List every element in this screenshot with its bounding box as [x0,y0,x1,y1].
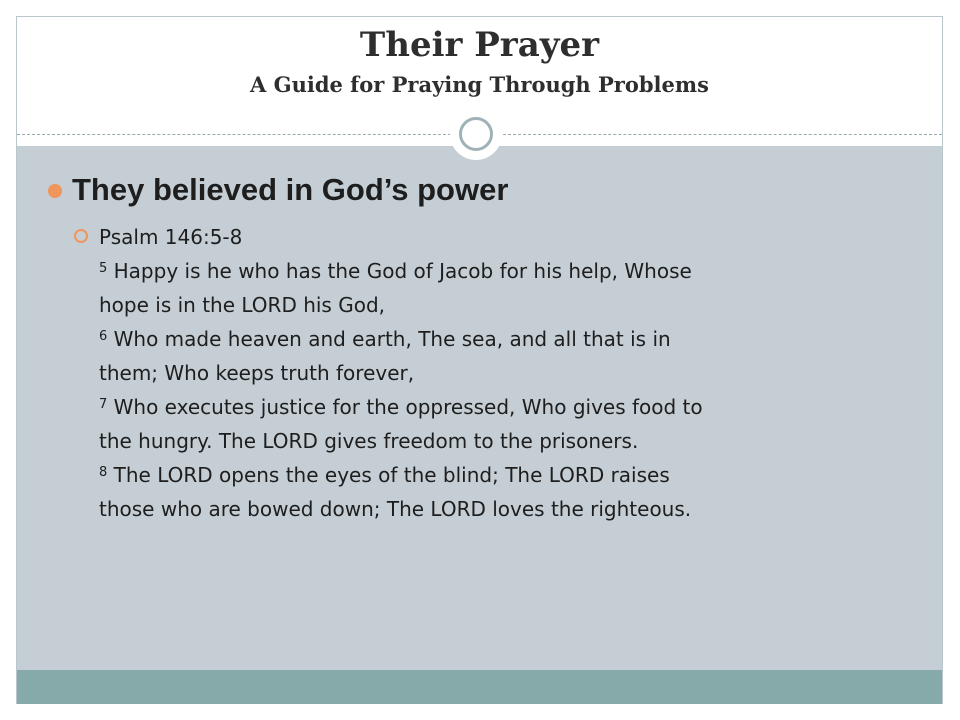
slide-title: Their Prayer [359,25,600,65]
verse-text: The LORD opens the eyes of the blind; The LORD raises [107,463,670,487]
verse-line: those who are bowed down; The LORD loves the righteous. [99,497,692,521]
ring-ornament-inner [459,117,493,151]
scripture-block [99,220,899,526]
footer-band [17,670,942,704]
hollow-circle-bullet-icon [74,229,88,243]
verse-line [99,390,899,424]
verse-line: them; Who keeps truth forever, [99,361,415,385]
verse-number: 8 [99,465,108,480]
verse-number: 7 [99,397,108,412]
verse-line [99,458,899,492]
filled-circle-bullet-icon [48,184,62,198]
verse-line [99,322,899,356]
verse-text: Who executes justice for the oppressed, Who gives food to [107,395,703,419]
bullet-heading: They believed in God’s power [72,172,509,207]
verse-number: 5 [99,261,108,276]
verse-text: Who made heaven and earth, The sea, and all that is in [107,327,671,351]
verse-line: the hungry. The LORD gives freedom to the prisoners. [99,429,639,453]
scripture-reference: Psalm 146:5-8 [99,225,243,249]
verse-line: hope is in the LORD his God, [99,293,385,317]
verse-text: Happy is he who has the God of Jacob for his help, Whose [107,259,692,283]
verse-line [99,254,899,288]
verse-number: 6 [99,329,108,344]
slide-subtitle: A Guide for Praying Through Problems [250,72,709,97]
